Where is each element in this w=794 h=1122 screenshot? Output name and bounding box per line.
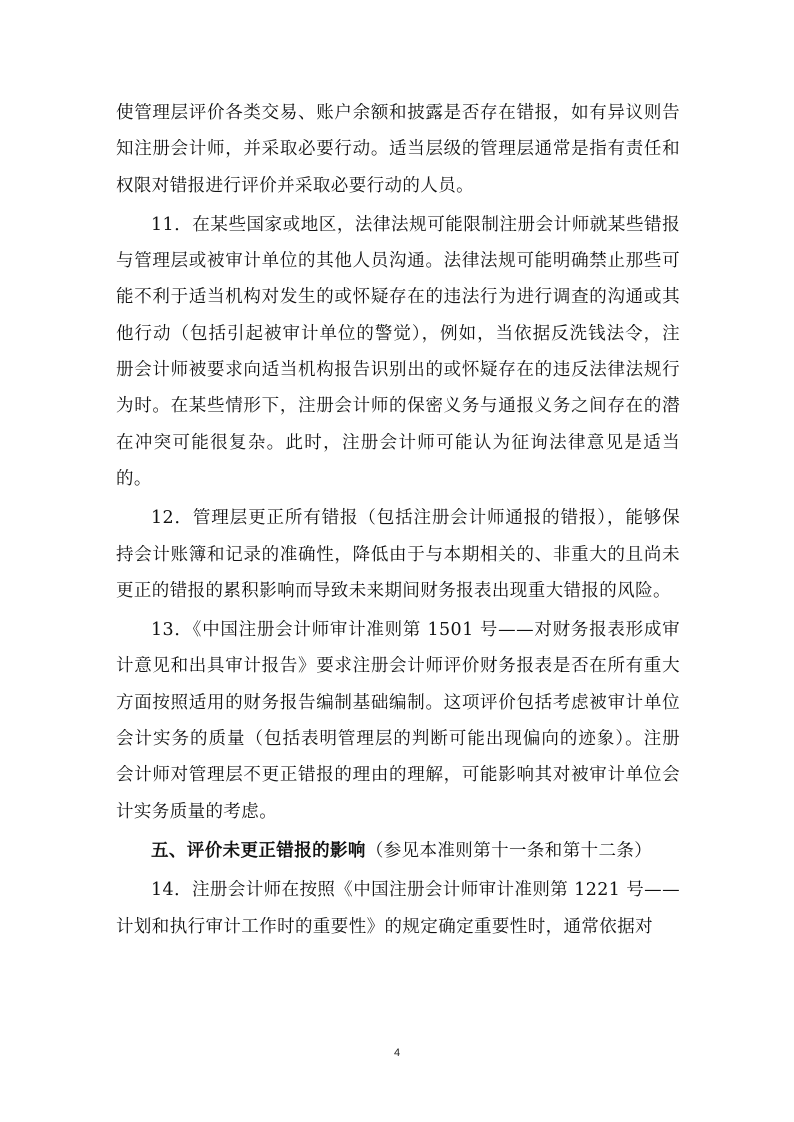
paragraph-14: 14．注册会计师在按照《中国注册会计师审计准则第 1221 号——计划和执行审计工作时的重要性》的规定确定重要性时，通常依据对 bbox=[116, 880, 680, 937]
page-number: 4 bbox=[393, 1047, 401, 1059]
document-body bbox=[116, 95, 680, 948]
section-heading bbox=[116, 833, 680, 869]
paragraph-continuation: 使管理层评价各类交易、账户余额和披露是否存在错报，如有异议则告知注册会计师，并采取必要行动。适当层级的管理层通常是指有责任和权限对错报进行评价并采取必要行动的人员。 bbox=[116, 103, 680, 196]
paragraph-11: 11．在某些国家或地区，法律法规可能限制注册会计师就某些错报与管理层或被审计单位的其他人员沟通。法律法规可能明确禁止那些可能不利于适当机构对发生的或怀疑存在的违法行为进行调查的沟通或其他行动（包括引起被审计单位的警觉），例如，当依据反洗钱法令，注册会计师被要求向适当机构报告识别出的或怀疑存在的违反法律法规行为时。在某些情形下，注册会计师的保密义务与通报义务之间存在的潜在冲突可能很复杂。此时，注册会计师可能认为征询法律意见是适当的。 bbox=[116, 214, 680, 489]
section-heading-reference: （参见本准则第十一条和第十二条） bbox=[365, 840, 653, 861]
paragraph-12: 12．管理层更正所有错报（包括注册会计师通报的错报），能够保持会计账簿和记录的准确性，降低由于与本期相关的、非重大的且尚未更正的错报的累积影响而导致未来期间财务报表出现重大错报的风险。 bbox=[116, 508, 680, 601]
section-heading-title: 五、评价未更正错报的影响 bbox=[151, 840, 366, 861]
paragraph-13: 13．《中国注册会计师审计准则第 1501 号——对财务报表形成审计意见和出具审计报告》要求注册会计师评价财务报表是否在所有重大方面按照适用的财务报告编制基础编制。这项评价包括考虑被审计单位会计实务的质量（包括表明管理层的判断可能出现偏向的迹象）。注册会计师对管理层不更正错报的理由的理解，可能影响其对被审计单位会计实务质量的考虑。 bbox=[116, 620, 680, 822]
